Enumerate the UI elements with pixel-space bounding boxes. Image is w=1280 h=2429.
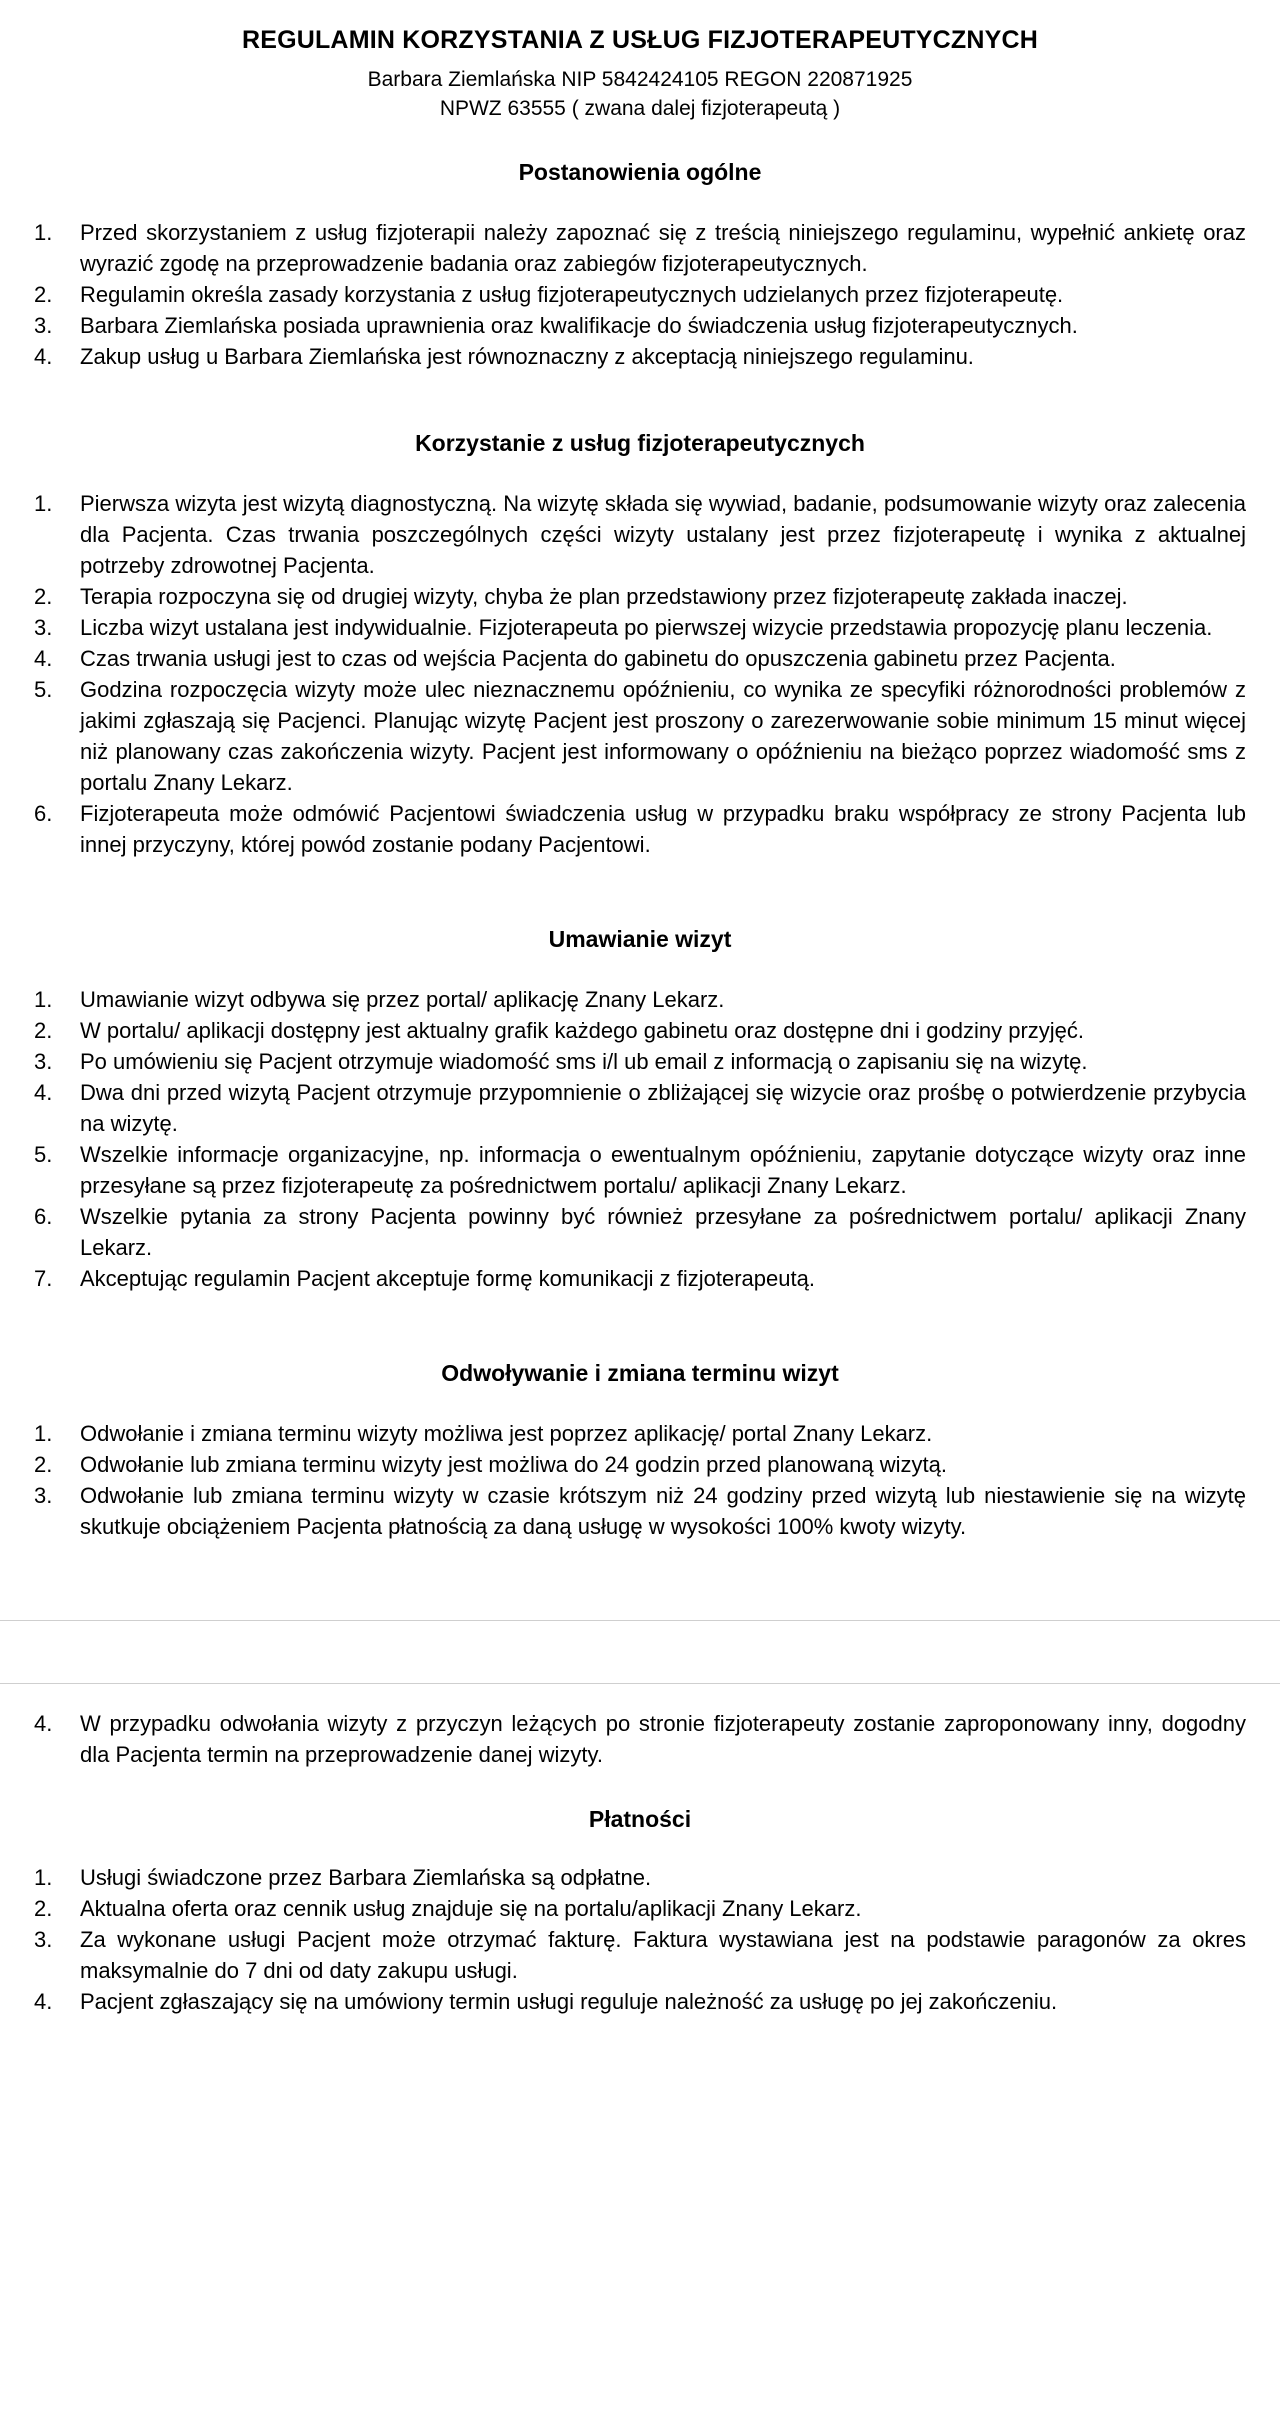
item-text: Przed skorzystaniem z usług fizjoterapii należy zapoznać się z treścią niniejszego regulaminu, wypełnić ankietę oraz wyrazić zgodę na przeprowadzenie badania oraz zabiegów fizjoterapeutycznych. [80,220,1246,276]
document-title: REGULAMIN KORZYSTANIA Z USŁUG FIZJOTERAPEUTYCZNYCH [241,26,1039,54]
section-heading: Korzystanie z usług fizjoterapeutycznych [415,430,865,456]
item-text: W portalu/ aplikacji dostępny jest aktualny grafik każdego gabinetu oraz dostępne dni i godziny przyjęć. [80,1018,1085,1043]
item-number: 4. [34,646,53,671]
list-item [34,1077,1246,1139]
item-text: Umawianie wizyt odbywa się przez portal/ aplikację Znany Lekarz. [80,987,725,1012]
section-odwolywanie-wizyt-continued [34,1708,1246,1770]
item-number: 3. [34,313,53,338]
item-number: 1. [34,220,53,245]
item-text: Regulamin określa zasady korzystania z usług fizjoterapeutycznych udzielanych przez fizjoterapeutę. [80,282,1064,307]
list-item [34,798,1246,860]
list-item [34,1263,1246,1294]
item-number: 1. [34,1865,53,1890]
list-item [34,643,1246,674]
list-item [34,1924,1246,1986]
list-item [34,310,1246,341]
list-item [34,1015,1246,1046]
item-number: 2. [34,1896,53,1921]
item-number: 4. [34,344,53,369]
list-item [34,674,1246,798]
item-number: 4. [34,1711,53,1736]
list-item [34,488,1246,581]
list-item [34,984,1246,1015]
item-text: W przypadku odwołania wizyty z przyczyn leżących po stronie fizjoterapeuty zostanie zaproponowany inny, dogodny dla Pacjenta termin na przeprowadzenie danej wizyty. [80,1711,1246,1767]
list-item [34,1418,1246,1449]
section-korzystanie-z-uslug [34,428,1246,860]
item-number: 5. [34,677,53,702]
list-item [34,1139,1246,1201]
item-text: Odwołanie lub zmiana terminu wizyty jest możliwa do 24 godzin przed planowaną wizytą. [80,1452,947,1477]
item-number: 4. [34,1080,53,1105]
list-item [34,1862,1246,1893]
document-subtitle-line1: Barbara Ziemlańska NIP 5842424105 REGON 220871925 [367,68,913,91]
item-text: Odwołanie i zmiana terminu wizyty możliwa jest poprzez aplikację/ portal Znany Lekarz. [80,1421,933,1446]
item-number: 2. [34,282,53,307]
regulation-list [34,1418,1246,1542]
item-number: 2. [34,584,53,609]
item-text: Akceptując regulamin Pacjent akceptuje formę komunikacji z fizjoterapeutą. [80,1266,815,1291]
item-number: 6. [34,1204,53,1229]
item-number: 3. [34,1483,53,1508]
item-number: 7. [34,1266,53,1291]
section-platnosci [34,1804,1246,2017]
item-number: 2. [34,1452,53,1477]
page-gap [0,1621,1280,1683]
page-break [0,1620,1280,1684]
item-text: Godzina rozpoczęcia wizyty może ulec nieznacznemu opóźnieniu, co wynika ze specyfiki różnorodności problemów z jakimi zgłaszają się Pacjenci. Planując wizytę Pacjent jest proszony o zarezerwowanie sobie minimum 15 minut więcej niż planowany czas zakończenia wizyty. Pacjent jest informowany o opóźnieniu na bieżąco poprzez wiadomość sms z portalu Znany Lekarz. [80,677,1246,795]
item-text: Aktualna oferta oraz cennik usług znajduje się na portalu/aplikacji Znany Lekarz. [80,1896,862,1921]
list-item [34,279,1246,310]
regulation-list [34,1862,1246,2017]
regulation-list [34,217,1246,372]
item-number: 5. [34,1142,53,1167]
item-number: 1. [34,1421,53,1446]
item-number: 3. [34,615,53,640]
list-item [34,1449,1246,1480]
item-number: 1. [34,987,53,1012]
list-item [34,1986,1246,2017]
regulation-list [34,488,1246,860]
item-number: 6. [34,801,53,826]
item-text: Terapia rozpoczyna się od drugiej wizyty, chyba że plan przedstawiony przez fizjoterapeutę zakłada inaczej. [80,584,1128,609]
item-text: Usługi świadczone przez Barbara Ziemlańska są odpłatne. [80,1865,652,1890]
item-number: 3. [34,1927,53,1952]
item-text: Odwołanie lub zmiana terminu wizyty w czasie krótszym niż 24 godziny przed wizytą lub niestawienie się na wizytę skutkuje obciążeniem Pacjenta płatnością za daną usługę w wysokości 100% kwoty wizyty. [80,1483,1246,1539]
item-text: Po umówieniu się Pacjent otrzymuje wiadomość sms i/l ub email z informacją o zapisaniu się na wizytę. [80,1049,1088,1074]
section-postanowienia-ogolne [34,157,1246,372]
item-number: 4. [34,1989,53,2014]
list-item [34,1201,1246,1263]
regulation-list [34,1708,1246,1770]
list-item [34,1046,1246,1077]
item-text: Fizjoterapeuta może odmówić Pacjentowi świadczenia usług w przypadku braku współpracy ze strony Pacjenta lub innej przyczyny, której powód zostanie podany Pacjentowi. [80,801,1246,857]
item-number: 1. [34,491,53,516]
list-item [34,1893,1246,1924]
item-text: Zakup usług u Barbara Ziemlańska jest równoznaczny z akceptacją niniejszego regulaminu. [80,344,974,369]
list-item [34,1480,1246,1542]
section-heading: Umawianie wizyt [548,926,732,952]
list-item [34,217,1246,279]
item-text: Liczba wizyt ustalana jest indywidualnie. Fizjoterapeuta po pierwszej wizycie przedstawia propozycję planu leczenia. [80,615,1213,640]
item-text: Pacjent zgłaszający się na umówiony termin usługi reguluje należność za usługę po jej zakończeniu. [80,1989,1058,2014]
list-item [34,612,1246,643]
page-2-top-edge-line [0,1683,1280,1684]
section-heading: Płatności [588,1806,692,1832]
item-text: Za wykonane usługi Pacjent może otrzymać fakturę. Faktura wystawiana jest na podstawie paragonów za okres maksymalnie do 7 dni od daty zakupu usługi. [80,1927,1246,1983]
regulation-list [34,984,1246,1294]
section-heading: Odwoływanie i zmiana terminu wizyt [441,1360,839,1386]
section-odwolywanie-wizyt [34,1358,1246,1542]
item-text: Dwa dni przed wizytą Pacjent otrzymuje przypomnienie o zbliżającej się wizycie oraz prośbę o potwierdzenie przybycia na wizytę. [80,1080,1246,1136]
item-number: 3. [34,1049,53,1074]
document-subtitle-line2: NPWZ 63555 ( zwana dalej fizjoterapeutą ) [439,97,841,120]
item-text: Czas trwania usługi jest to czas od wejścia Pacjenta do gabinetu do opuszczenia gabinetu przez Pacjenta. [80,646,1116,671]
item-number: 2. [34,1018,53,1043]
section-heading: Postanowienia ogólne [518,159,762,185]
list-item [34,341,1246,372]
item-text: Pierwsza wizyta jest wizytą diagnostyczną. Na wizytę składa się wywiad, badanie, podsumowanie wizyty oraz zalecenia dla Pacjenta. Czas trwania poszczególnych części wizyty ustalany jest przez fizjoterapeutę i wynika z aktualnej potrzeby zdrowotnej Pacjenta. [80,491,1246,578]
document-page-2 [0,1708,1280,2017]
item-text: Wszelkie pytania za strony Pacjenta powinny być również przesyłane za pośrednictwem portalu/ aplikacji Znany Lekarz. [80,1204,1246,1260]
section-umawianie-wizyt [34,924,1246,1294]
item-text: Barbara Ziemlańska posiada uprawnienia oraz kwalifikacje do świadczenia usług fizjoterapeutycznych. [80,313,1078,338]
list-item [34,1708,1246,1770]
list-item [34,581,1246,612]
item-text: Wszelkie informacje organizacyjne, np. informacja o ewentualnym opóźnieniu, zapytanie dotyczące wizyty oraz inne przesyłane są przez fizjoterapeutę za pośrednictwem portalu/ aplikacji Znany Lekarz. [80,1142,1246,1198]
